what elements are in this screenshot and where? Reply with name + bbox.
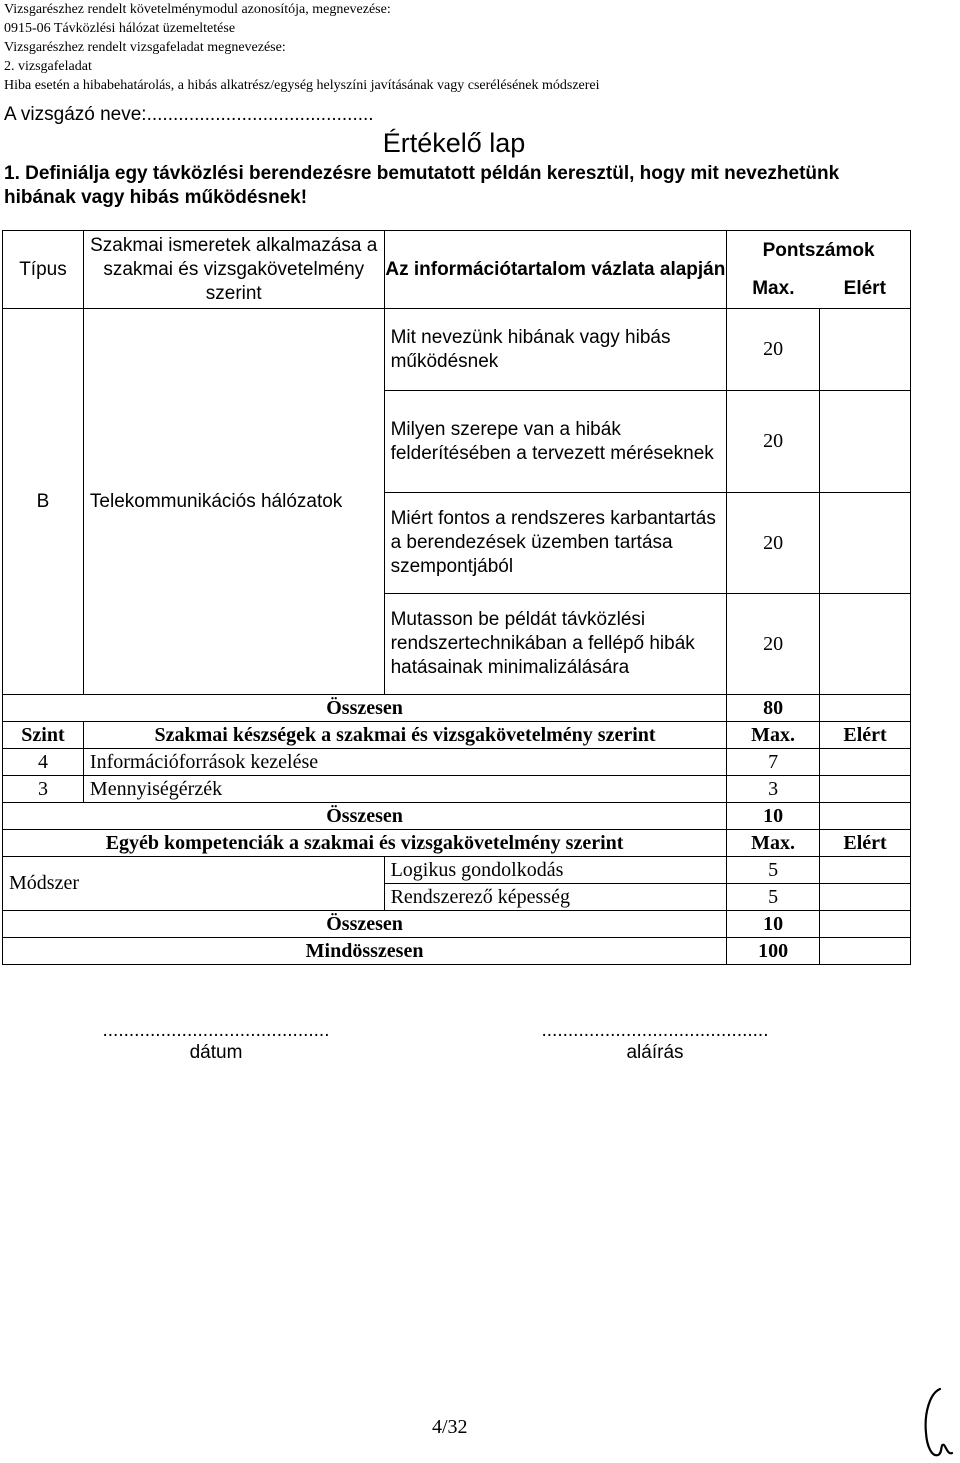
criterion-text: Mutasson be példát távközlési rendszertechnikában a fellépő hibák hatásainak minimalizálására — [384, 594, 727, 695]
competency-label: Logikus gondolkodás — [384, 857, 727, 884]
competency-label: Rendszerező képesség — [384, 884, 727, 911]
header-task-name: Hiba esetén a hibabehatárolás, a hibás alkatrész/egység helyszíni javításának vagy cserélésének módszerei — [4, 78, 600, 93]
section1-total-max: 80 — [727, 695, 820, 722]
skill-max: 7 — [727, 749, 820, 776]
skill-label: Mennyiségérzék — [83, 776, 726, 803]
signature-label: aláírás — [626, 1042, 684, 1063]
skills-achieved-header: Elért — [820, 722, 911, 749]
signature-dots: ........................................... — [541, 1020, 769, 1041]
criterion-max: 20 — [727, 391, 820, 493]
header-task-label: Vizsgarészhez rendelt vizsgafeladat megnevezése: — [4, 40, 286, 55]
grand-total-label: Mindösszesen — [3, 938, 727, 965]
col-header-type: Típus — [3, 231, 84, 309]
col-header-achieved: Elért — [820, 271, 911, 309]
criterion-text: Miért fontos a rendszeres karbantartás a berendezések üzemben tartása szempontjából — [384, 493, 727, 594]
competency-max: 5 — [727, 884, 820, 911]
criterion-max: 20 — [727, 594, 820, 695]
skill-level: 3 — [3, 776, 84, 803]
criterion-text: Mit nevezünk hibának vagy hibás működésnek — [384, 309, 727, 391]
criterion-achieved-cell[interactable] — [820, 391, 911, 493]
col-header-professional-knowledge: Szakmai ismeretek alkalmazása a szakmai és vizsgakövetelmény szerint — [83, 231, 384, 309]
skill-max: 3 — [727, 776, 820, 803]
criterion-achieved-cell[interactable] — [820, 309, 911, 391]
level-header: Szint — [3, 722, 84, 749]
grand-total-max: 100 — [727, 938, 820, 965]
handwritten-initial-mark — [918, 1385, 954, 1461]
section3-total-achieved-cell[interactable] — [820, 911, 911, 938]
skills-header: Szakmai készségek a szakmai és vizsgakövetelmény szerint — [83, 722, 726, 749]
col-header-max: Max. — [727, 271, 820, 309]
criterion-text: Milyen szerepe van a hibák felderítésében a tervezett méréseknek — [384, 391, 727, 493]
competency-achieved-cell[interactable] — [820, 884, 911, 911]
competency-max: 5 — [727, 857, 820, 884]
grand-total-achieved-cell[interactable] — [820, 938, 911, 965]
signature-block — [524, 1020, 786, 1064]
skill-label: Információforrások kezelése — [83, 749, 726, 776]
question-text: 1. Definiálja egy távközlési berendezésre bemutatott példán keresztül, hogy mit nevezhetünk hibának vagy hibás működésnek! — [4, 163, 840, 208]
date-label: dátum — [189, 1042, 243, 1063]
page-title: Értékelő lap — [382, 128, 526, 158]
skills-max-header: Max. — [727, 722, 820, 749]
date-dots: ........................................... — [102, 1020, 330, 1041]
competencies-header: Egyéb kompetenciák a szakmai és vizsgakövetelmény szerint — [3, 830, 727, 857]
col-header-points: Pontszámok — [727, 231, 911, 271]
header-module-label: Vizsgarészhez rendelt követelménymodul azonosítója, megnevezése: — [4, 2, 391, 17]
criterion-achieved-cell[interactable] — [820, 594, 911, 695]
type-value: B — [3, 309, 84, 695]
header-module-name: 0915-06 Távközlési hálózat üzemeltetése — [4, 21, 236, 36]
section2-total-max: 10 — [727, 803, 820, 830]
candidate-name-line: A vizsgázó neve:........................................... — [4, 104, 374, 125]
competency-achieved-cell[interactable] — [820, 857, 911, 884]
section1-total-achieved-cell[interactable] — [820, 695, 911, 722]
competency-group: Módszer — [3, 857, 385, 911]
section3-total-label: Összesen — [3, 911, 727, 938]
skill-level: 4 — [3, 749, 84, 776]
competencies-max-header: Max. — [727, 830, 820, 857]
section3-total-max: 10 — [727, 911, 820, 938]
header-task-number: 2. vizsgafeladat — [4, 59, 92, 74]
section2-total-achieved-cell[interactable] — [820, 803, 911, 830]
criterion-achieved-cell[interactable] — [820, 493, 911, 594]
col-header-information-outline: Az információtartalom vázlata alapján — [384, 231, 727, 309]
competencies-achieved-header: Elért — [820, 830, 911, 857]
section2-total-label: Összesen — [3, 803, 727, 830]
skill-achieved-cell[interactable] — [820, 776, 911, 803]
evaluation-table — [2, 230, 911, 965]
criterion-max: 20 — [727, 309, 820, 391]
skill-achieved-cell[interactable] — [820, 749, 911, 776]
criterion-max: 20 — [727, 493, 820, 594]
date-signature-block — [85, 1020, 347, 1064]
knowledge-area: Telekommunikációs hálózatok — [83, 309, 384, 695]
page-number: 4/32 — [432, 1416, 468, 1438]
section1-total-label: Összesen — [3, 695, 727, 722]
